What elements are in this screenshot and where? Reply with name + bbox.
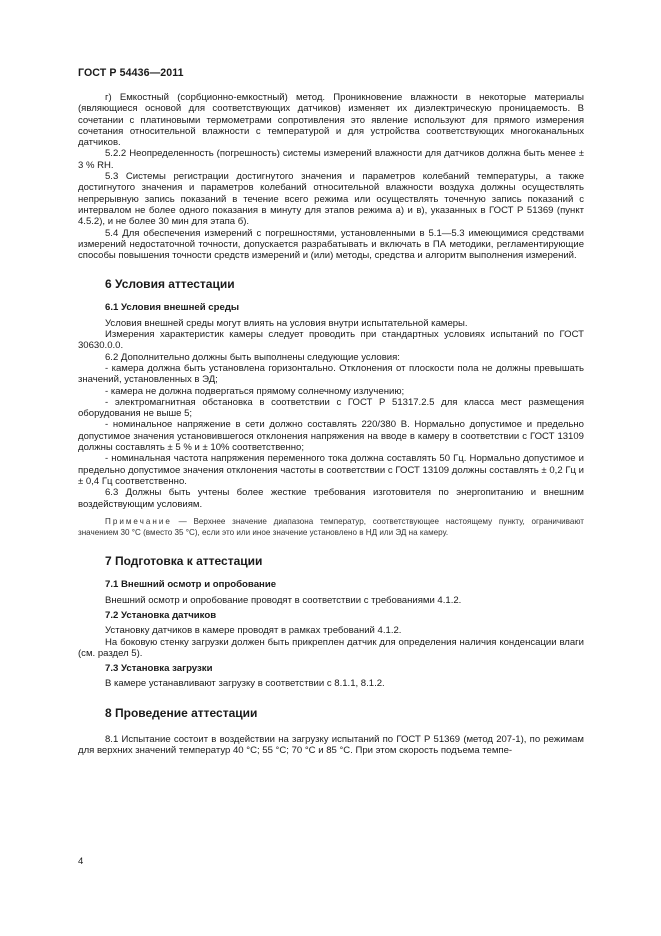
section-7-1-heading: 7.1 Внешний осмотр и опробование	[105, 579, 277, 591]
section-6-1-heading: 6.1 Условия внешней среды	[105, 302, 240, 314]
paragraph-5-2-2: 5.2.2 Неопределенность (погрешность) системы измерений влажности для датчиков должна быть менее ± 3 % RH.	[78, 148, 584, 171]
paragraph-5-4: 5.4 Для обеспечения измерений с погрешностями, установленными в 5.1—5.3 имеющимися средствами измерений недостаточной точности, допускается разрабатывать и включать в ПА методики, регламентирующие способы повышения точности средств измерений и (или) методы, средства и алгоритм выполнения измерений.	[78, 227, 584, 262]
list-item-6-2-b: - камера не должна подвергаться прямому солнечному излучению;	[105, 385, 405, 397]
section-7-3-heading: 7.3 Установка загрузки	[105, 663, 213, 675]
standard-header: ГОСТ Р 54436—2011	[78, 67, 184, 79]
list-item-6-2-e: - номинальная частота напряжения переменного тока должна составлять 50 Гц. Нормально допустимое и предельно допустимое значения отклонения частоты в соответствии с ГОСТ 13109 должны составлять ± 0,2 Гц и ± 0,4 Гц соответственно.	[78, 453, 584, 487]
section-8-heading: 8 Проведение аттестации	[105, 705, 258, 720]
note-label: Примечание	[105, 516, 172, 526]
paragraph-7-1: Внешний осмотр и опробование проводят в соответствии с требованиями 4.1.2.	[105, 594, 462, 606]
page-number: 4	[78, 856, 84, 867]
paragraph-6-2: 6.2 Дополнительно должны быть выполнены следующие условия:	[105, 351, 400, 363]
page-content	[78, 92, 584, 756]
paragraph-7-3: В камере устанавливают загрузку в соответствии с 8.1.1, 8.1.2.	[105, 678, 385, 690]
section-7-heading: 7 Подготовка к аттестации	[105, 554, 263, 569]
paragraph-8-1: 8.1 Испытание состоит в воздействии на загрузку испытаний по ГОСТ Р 51369 (метод 207-1), по режимам для верхних значений температур 40 °С; 55 °С; 70 °С и 85 °С. При этом скорость подъема темпе-	[78, 733, 584, 757]
list-item-6-2-c: - электромагнитная обстановка в соответствии с ГОСТ Р 51317.2.5 для класса мест размещения оборудования не выше 5;	[78, 396, 584, 420]
section-7-2-heading: 7.2 Установка датчиков	[105, 609, 217, 621]
paragraph-6-1-b: Измерения характеристик камеры следует проводить при стандартных условиях испытаний по ГОСТ 30630.0.0.	[78, 329, 584, 352]
list-item-6-2-d: - номинальное напряжение в сети должно составлять 220/380 В. Нормально допустимое и предельно допустимое значения установившегося отклонения напряжения на вводе в камеру в соответствии с ГОСТ 13109 должны составлять ± 5 % и ± 10% соответственно;	[78, 419, 584, 454]
note-paragraph	[78, 517, 584, 539]
paragraph-7-2-a: Установку датчиков в камере проводят в рамках требований 4.1.2.	[105, 625, 402, 637]
paragraph-6-1-a: Условия внешней среды могут влиять на условия внутри испытательной камеры.	[105, 317, 468, 329]
section-6-heading: 6 Условия аттестации	[105, 277, 235, 292]
paragraph-5-3: 5.3 Системы регистрации достигнутого значения и параметров колебаний температуры, а также достигнутого значения и параметров колебаний относительной влажности воздуха должны осуществлять непрерывную запись показаний в течение всего режима или осуществлять точечную запись показаний с интервалом не более одного показания в минуту для этапов режима а) и в), указанных в ГОСТ Р 51369 (пункт 4.5.2), и не более 30 мин для этапа б).	[78, 171, 584, 228]
list-item-6-2-a: - камера должна быть установлена горизонтально. Отклонения от плоскости пола не должны превышать значений, установленных в ЭД;	[78, 362, 584, 386]
paragraph-7-2-b: На боковую стенку загрузки должен быть прикреплен датчик для определения наличия конденсации влаги (см. раздел 5).	[78, 636, 584, 659]
paragraph-6-3: 6.3 Должны быть учтены более жесткие требования изготовителя по энергопитанию и внешним воздействующим условиям.	[78, 487, 584, 510]
note-text: — Верхнее значение диапазона температур, соответствующее настоящему пункту, ограничивают значением 30 °С (вместо 35 °С), если это или иное значение установлено в НД или ЭД на камеру.	[78, 516, 584, 537]
paragraph-method-g: г) Емкостный (сорбционно-емкостный) метод. Проникновение влажности в некоторые материалы (являющиеся основой для соответствующих датчиков) изменяет их диэлектрическую проницаемость. В сочетании с платиновыми термометрами сопротивления это явление используют для прямого измерения сочетания относительной влажности с температурой и для устройства соответствующих многоканальных датчиков.	[78, 92, 584, 149]
